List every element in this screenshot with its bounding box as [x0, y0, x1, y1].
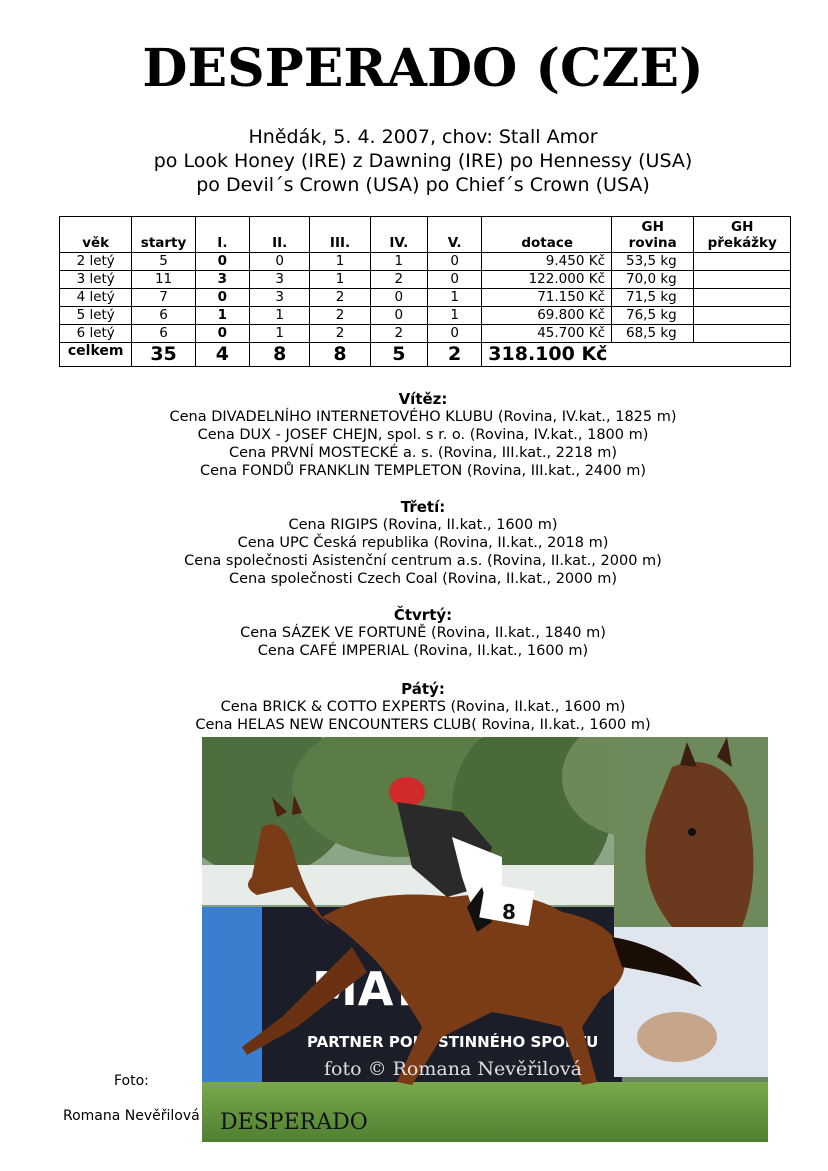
cell-gh-jumps	[694, 325, 791, 343]
col-header-first: I.	[195, 217, 249, 253]
info-color-date-breeder: Hnědák, 5. 4. 2007, chov: Stall Amor	[248, 126, 598, 148]
cell-fourth: 2	[370, 325, 427, 343]
placing-heading: Třetí:	[400, 498, 446, 516]
horse-title: DESPERADO (CZE)	[142, 38, 704, 99]
cell-starts: 6	[132, 307, 195, 325]
race-item: Cena PRVNÍ MOSTECKÉ a. s. (Rovina, III.kat., 2218 m)	[229, 445, 617, 461]
cell-first: 0	[195, 289, 249, 307]
cell-fourth: 0	[370, 307, 427, 325]
cell-starts: 5	[132, 253, 195, 271]
info-pedigree-1: po Look Honey (IRE) z Dawning (IRE) po Hennessy (USA)	[153, 150, 693, 172]
photo-watermark: foto © Romana Nevěřilová	[324, 1058, 582, 1080]
cell-fifth: 0	[428, 271, 482, 289]
cell-age: 6 letý	[60, 325, 132, 343]
cell-fifth: 1	[428, 307, 482, 325]
cell-first: 1	[195, 307, 249, 325]
cell-fourth: 1	[370, 253, 427, 271]
banner-slogan: PARTNER POHOSTINNÉHO SPORTU	[307, 1033, 599, 1051]
photo-credit-label: Foto:	[114, 1073, 149, 1089]
cell-prize-money: 9.450 Kč	[482, 253, 612, 271]
cell-age: 3 letý	[60, 271, 132, 289]
cell-fourth: 2	[370, 271, 427, 289]
cell-gh-flat: 71,5 kg	[612, 289, 694, 307]
cell-gh-jumps	[694, 253, 791, 271]
cell-starts: 6	[132, 325, 195, 343]
cell-prize-money: 122.000 Kč	[482, 271, 612, 289]
total-fourth: 5	[370, 343, 427, 367]
race-item: Cena BRICK & COTTO EXPERTS (Rovina, II.kat., 1600 m)	[220, 699, 626, 715]
race-item: Cena UPC Česká republika (Rovina, II.kat., 2018 m)	[237, 535, 609, 551]
cell-first: 0	[195, 325, 249, 343]
table-row	[60, 289, 791, 307]
total-prize-money: 318.100 Kč	[482, 343, 791, 367]
cell-gh-jumps	[694, 289, 791, 307]
cell-gh-flat: 76,5 kg	[612, 307, 694, 325]
table-row	[60, 325, 791, 343]
placing-heading: Pátý:	[401, 680, 445, 698]
placing-section	[0, 498, 828, 588]
total-fifth: 2	[428, 343, 482, 367]
cell-fifth: 0	[428, 253, 482, 271]
cell-gh-jumps	[694, 307, 791, 325]
cell-age: 4 letý	[60, 289, 132, 307]
cell-first: 3	[195, 271, 249, 289]
total-first: 4	[195, 343, 249, 367]
col-header-third: III.	[310, 217, 370, 253]
col-header-second: II.	[250, 217, 310, 253]
race-item: Cena SÁZEK VE FORTUNĚ (Rovina, II.kat., 1840 m)	[240, 625, 606, 641]
cell-prize-money: 69.800 Kč	[482, 307, 612, 325]
col-header-prize-money: dotace	[482, 217, 612, 253]
table-row	[60, 307, 791, 325]
table-row	[60, 271, 791, 289]
cell-prize-money: 45.700 Kč	[482, 325, 612, 343]
col-header-starts: starty	[132, 217, 195, 253]
col-header-gh-jumps: GH překážky	[694, 217, 791, 253]
horse-photo-illustration	[202, 737, 768, 1142]
cell-second: 1	[250, 325, 310, 343]
cell-gh-flat: 68,5 kg	[612, 325, 694, 343]
photo-credit-name: Romana Nevěřilová	[63, 1108, 200, 1124]
race-item: Cena HELAS NEW ENCOUNTERS CLUB( Rovina, II.kat., 1600 m)	[195, 717, 651, 733]
cell-gh-flat: 53,5 kg	[612, 253, 694, 271]
race-item: Cena CAFÉ IMPERIAL (Rovina, II.kat., 1600 m)	[257, 643, 589, 659]
cell-gh-jumps	[694, 271, 791, 289]
placing-section	[0, 390, 828, 480]
total-starts: 35	[132, 343, 195, 367]
col-header-gh-flat: GH rovina	[612, 217, 694, 253]
race-item: Cena RIGIPS (Rovina, II.kat., 1600 m)	[288, 517, 558, 533]
cell-second: 3	[250, 271, 310, 289]
cell-third: 1	[310, 271, 370, 289]
table-header-row	[60, 217, 791, 253]
cell-starts: 7	[132, 289, 195, 307]
col-header-fourth: IV.	[370, 217, 427, 253]
cell-starts: 11	[132, 271, 195, 289]
cell-third: 2	[310, 325, 370, 343]
race-item: Cena FONDŮ FRANKLIN TEMPLETON (Rovina, III.kat., 2400 m)	[200, 463, 646, 479]
cell-gh-flat: 70,0 kg	[612, 271, 694, 289]
race-item: Cena DUX - JOSEF CHEJN, spol. s r. o. (Rovina, IV.kat., 1800 m)	[197, 427, 649, 443]
cell-fifth: 1	[428, 289, 482, 307]
cell-prize-money: 71.150 Kč	[482, 289, 612, 307]
placing-section	[0, 606, 828, 660]
table-total-row	[60, 343, 791, 367]
cell-fifth: 0	[428, 325, 482, 343]
cell-third: 1	[310, 253, 370, 271]
placing-heading: Vítěz:	[398, 390, 448, 408]
race-item: Cena společnosti Czech Coal (Rovina, II.kat., 2000 m)	[228, 571, 618, 587]
cell-third: 2	[310, 289, 370, 307]
race-item: Cena společnosti Asistenční centrum a.s. (Rovina, II.kat., 2000 m)	[184, 553, 662, 569]
photo-caption: DESPERADO	[220, 1110, 368, 1135]
cell-third: 2	[310, 307, 370, 325]
cell-age: 5 letý	[60, 307, 132, 325]
info-pedigree-2: po Devil´s Crown (USA) po Chief´s Crown (USA)	[196, 174, 650, 196]
placing-section	[0, 680, 828, 734]
col-header-fifth: V.	[428, 217, 482, 253]
total-second: 8	[250, 343, 310, 367]
col-header-age: věk	[60, 217, 132, 253]
cell-fourth: 0	[370, 289, 427, 307]
race-item: Cena DIVADELNÍHO INTERNETOVÉHO KLUBU (Rovina, IV.kat., 1825 m)	[169, 409, 677, 425]
race-record-table	[59, 216, 791, 367]
placing-heading: Čtvrtý:	[393, 606, 453, 624]
total-third: 8	[310, 343, 370, 367]
cell-second: 3	[250, 289, 310, 307]
table-row	[60, 253, 791, 271]
cell-second: 1	[250, 307, 310, 325]
saddle-number: 8	[502, 900, 516, 924]
total-label: celkem	[60, 343, 132, 367]
cell-age: 2 letý	[60, 253, 132, 271]
cell-second: 0	[250, 253, 310, 271]
cell-first: 0	[195, 253, 249, 271]
horse-photo	[202, 737, 768, 1142]
